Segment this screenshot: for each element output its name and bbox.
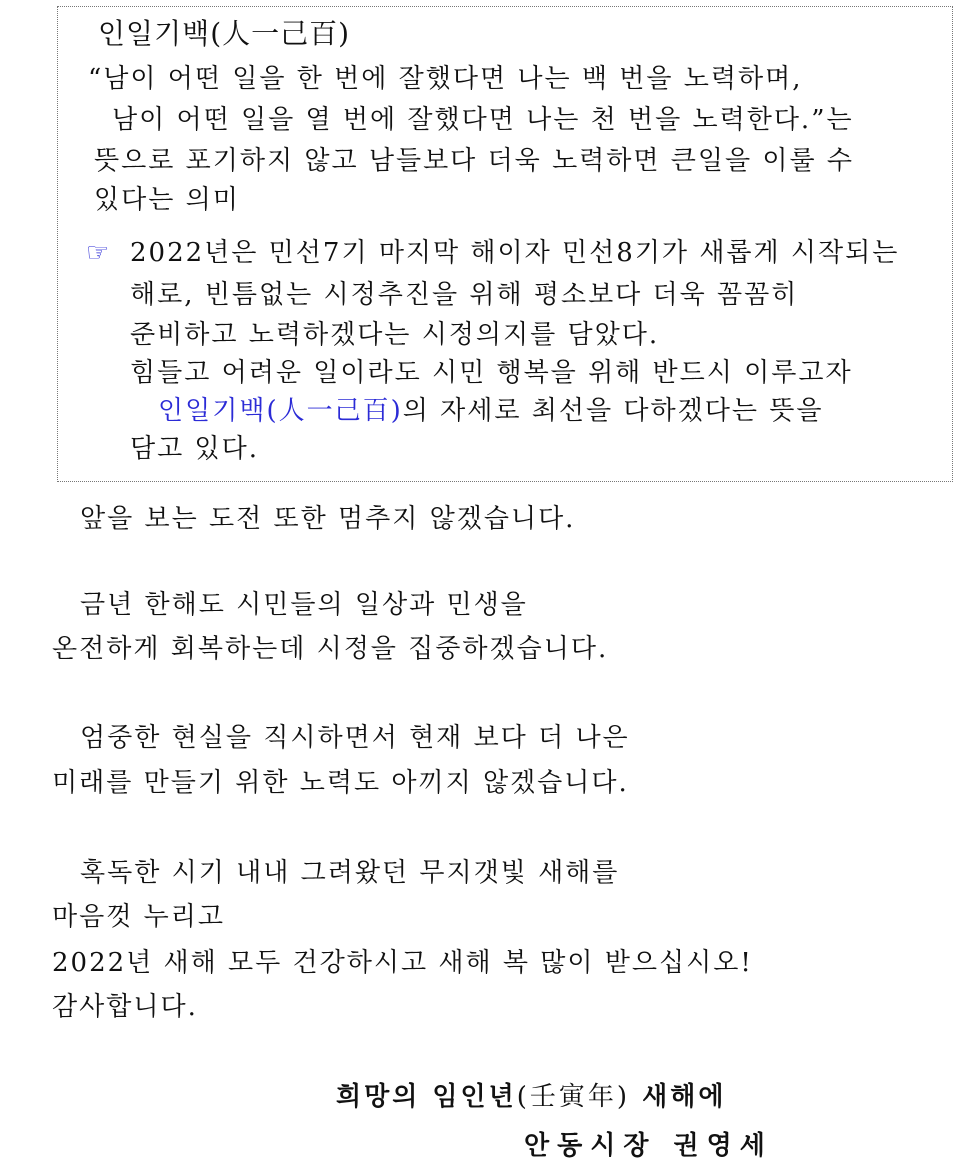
pointing-hand-icon: ☞ [86, 238, 110, 268]
body-line-5: 미래를 만들기 위한 노력도 아끼지 않겠습니다. [52, 768, 629, 798]
signature-line-1 [336, 1076, 726, 1113]
bullet-line-6: 담고 있다. [130, 434, 259, 464]
body-line-7: 마음껏 누리고 [52, 902, 225, 932]
bullet-line-4: 힘들고 어려운 일이라도 시민 행복을 위해 반드시 이루고자 [130, 358, 853, 388]
box-title: 인일기백(人一己百) [98, 17, 351, 50]
quote-line-1: “남이 어떤 일을 한 번에 잘했다면 나는 백 번을 노력하며, [88, 64, 803, 94]
bullet-line-5 [158, 398, 823, 424]
highlight-phrase: 인일기백(人一己百) [158, 396, 403, 426]
body-line-4: 엄중한 현실을 직시하면서 현재 보다 더 나은 [80, 723, 630, 753]
signature-name: 안동시장 권영세 [524, 1131, 773, 1161]
body-line-8: 2022년 새해 모두 건강하시고 새해 복 많이 받으십시오! [52, 948, 753, 978]
quote-line-3: 뜻으로 포기하지 않고 남들보다 더욱 노력하면 큰일을 이룰 수 [94, 146, 855, 176]
body-line-1: 앞을 보는 도전 또한 멈추지 않겠습니다. [80, 504, 576, 534]
body-line-3: 온전하게 회복하는데 시정을 집중하겠습니다. [52, 634, 609, 664]
signature-greeting: 희망의 임인년 [336, 1082, 517, 1112]
body-line-6: 혹독한 시기 내내 그려왔던 무지갯빛 새해를 [80, 858, 620, 888]
bullet-line-2: 해로, 빈틈없는 시정추진을 위해 평소보다 더욱 꼼꼼히 [130, 280, 799, 310]
bullet-line-3: 준비하고 노력하겠다는 시정의지를 담았다. [130, 320, 660, 350]
signature-year-hanja: (壬寅年) [516, 1082, 631, 1112]
bullet-line-1: 2022년은 민선7기 마지막 해이자 민선8기가 새롭게 시작되는 [130, 238, 900, 268]
highlight-rest: 의 자세로 최선을 다하겠다는 뜻을 [402, 396, 824, 426]
body-line-2: 금년 한해도 시민들의 일상과 민생을 [80, 590, 528, 620]
signature-greeting-end: 새해에 [630, 1082, 727, 1112]
quote-line-4: 있다는 의미 [94, 185, 240, 215]
body-line-9: 감사합니다. [52, 992, 198, 1022]
quote-line-2: 남이 어떤 일을 열 번에 잘했다면 나는 천 번을 노력한다.”는 [112, 105, 854, 135]
